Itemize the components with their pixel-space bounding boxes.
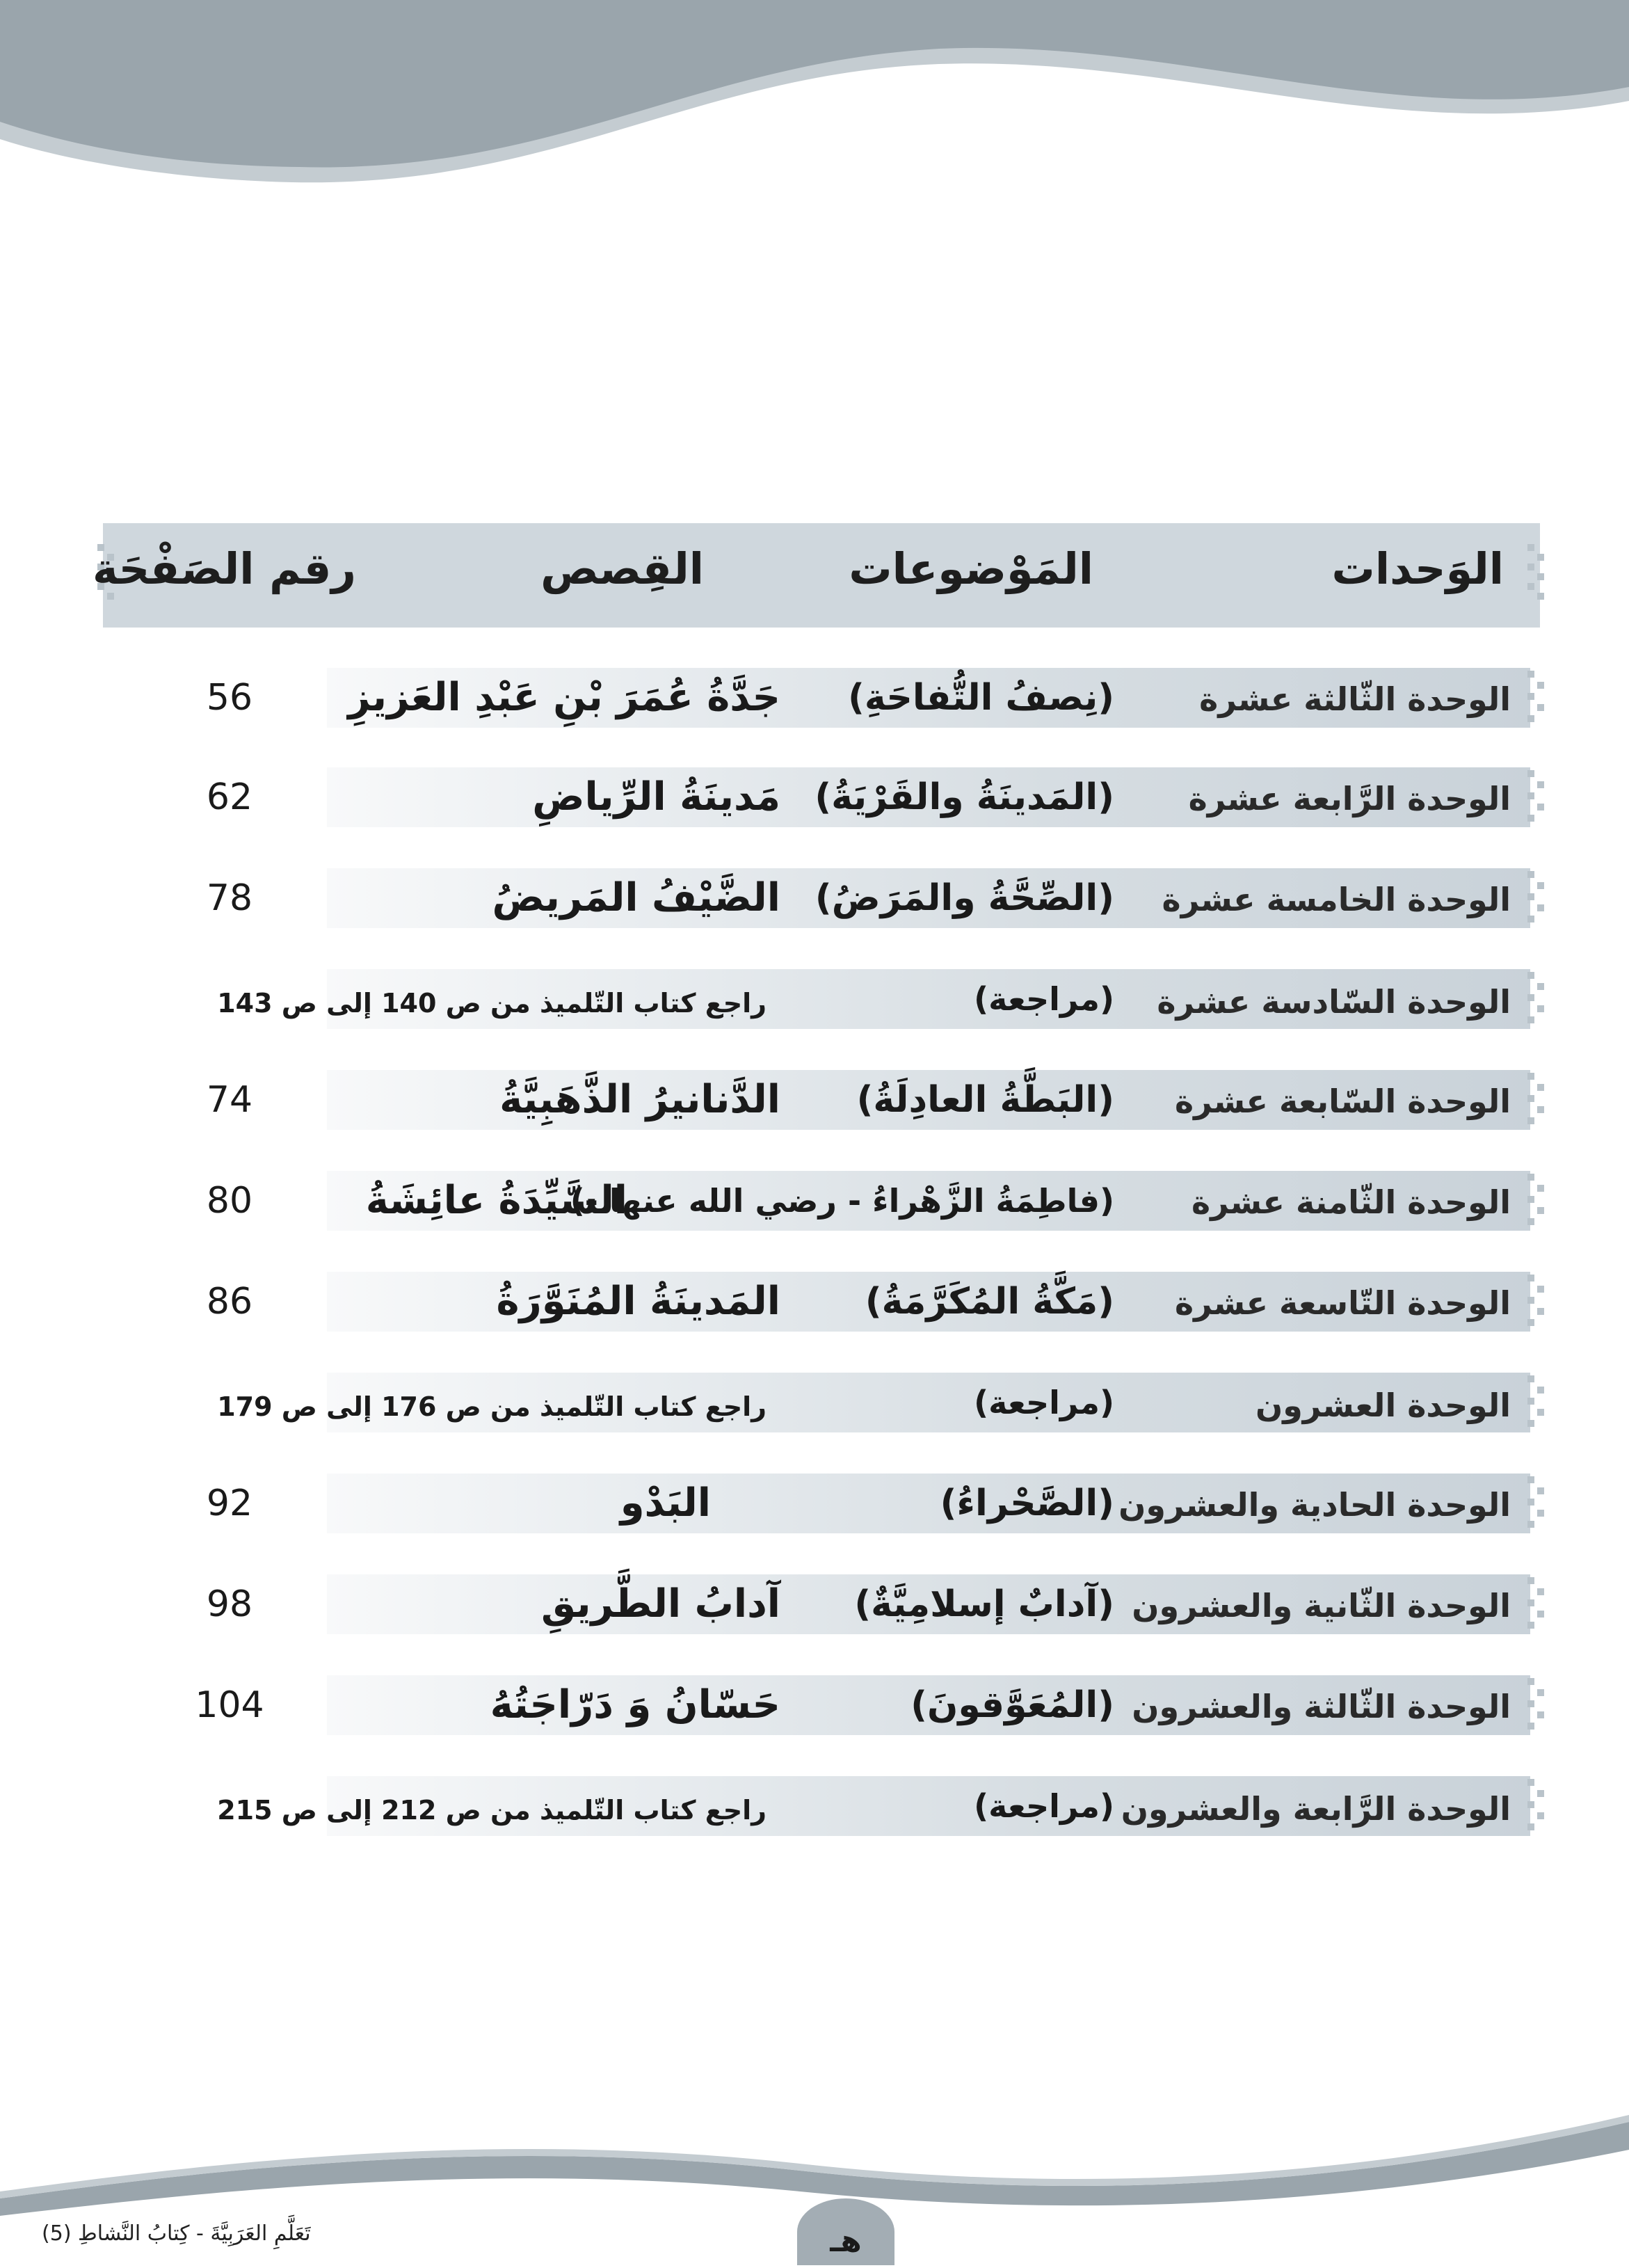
page-letter: هـ [830,2223,862,2259]
row-topic: (مَكَّةُ المُكَرَّمَةُ) [865,1281,1114,1323]
row-topic: (البَطَّةُ العادِلَةُ) [856,1079,1114,1121]
row-dots [1527,1776,1551,1839]
row-story: الدَّنانيرُ الذَّهَبِيَّةُ [499,1077,780,1122]
row-dots [1527,668,1551,730]
row-page-number: 92 [206,1483,253,1524]
row-unit: الوحدة الثّانية والعشرون [1132,1587,1511,1624]
row-unit: الوحدة الرَّابعة والعشرون [1121,1790,1511,1828]
row-unit: الوحدة الثّامنة عشرة [1191,1183,1511,1221]
row-topic: (مراجعة) [974,1787,1114,1825]
row-unit: الوحدة العشرون [1255,1387,1511,1424]
row-story: آدابُ الطَّريقِ [540,1581,780,1627]
row-topic: (فاطِمَةُ الزَّهْراءُ - رضي الله عنها -) [570,1182,1114,1220]
row-dots [1527,868,1551,931]
row-page-number: 104 [195,1684,264,1726]
row-topic: (المُعَوَّقونَ) [910,1684,1114,1726]
header-topics: المَوْضوعات [849,543,1093,594]
row-unit: الوحدة الخامسة عشرة [1162,881,1511,918]
header-dots-right [1527,544,1551,607]
row-dots [1527,1272,1551,1334]
row-story: الضَّيْفُ المَريضُ [492,875,780,920]
row-review-note: راجع كتاب التّلميذ من ص 140 إلى ص 143 [217,988,767,1019]
row-story: مَدينَةُ الرِّياضِ [532,774,780,820]
row-unit: الوحدة الثّالثة والعشرون [1132,1688,1511,1725]
header-units: الوَحدات [1331,543,1504,594]
row-page-number: 74 [206,1079,253,1121]
row-unit: الوحدة الحادية والعشرون [1118,1486,1511,1524]
row-unit: الوحدة السّادسة عشرة [1157,983,1511,1021]
row-dots [1527,1474,1551,1536]
top-wave-decoration [0,0,1629,223]
row-dots [1527,1373,1551,1435]
row-topic: (آدابٌ إسلامِيَّةٌ) [854,1583,1114,1625]
row-unit: الوحدة السّابعة عشرة [1174,1083,1511,1120]
row-page-number: 78 [206,877,253,919]
row-dots [1527,1070,1551,1133]
row-unit: الوحدة الثّالثة عشرة [1199,680,1511,718]
row-story: البَدْو [620,1480,711,1526]
row-unit: الوحدة الرَّابعة عشرة [1188,780,1511,817]
row-topic: (الصَّحْراءُ) [940,1483,1114,1524]
row-topic: (المَدينَةُ والقَرْيَةُ) [814,776,1114,818]
row-topic: (نِصفُ التُّفاحَةِ) [848,677,1114,719]
header-page-number: رقم الصَفْحَة [92,543,356,594]
row-page-number: 80 [206,1180,253,1222]
row-page-number: 86 [206,1281,253,1323]
row-topic: (الصِّحَّةُ والمَرَضُ) [814,877,1114,919]
row-story: حَسّانُ وَ دَرّاجَتُهُ [490,1682,780,1727]
row-topic: (مراجعة) [974,980,1114,1018]
row-page-number: 56 [206,677,253,719]
row-page-number: 98 [206,1583,253,1625]
row-review-note: راجع كتاب التّلميذ من ص 212 إلى ص 215 [217,1795,767,1826]
row-story: المَدينَةُ المُنَوَّرَةُ [496,1279,780,1324]
row-story: جَدَّةُ عُمَرَ بْنِ عَبْدِ العَزيزِ [348,675,780,720]
row-dots [1527,1171,1551,1233]
footer-book-title: تَعَلَّمِ العَرَبِيَّةَ - كِتابُ النَّشاطِ (5) [42,2221,311,2246]
row-unit: الوحدة التّاسعة عشرة [1175,1284,1511,1322]
row-dots [1527,767,1551,830]
row-topic: (مراجعة) [974,1384,1114,1421]
row-dots [1527,1574,1551,1637]
row-dots [1527,969,1551,1032]
row-story: السَّيِّدَةُ عائِشَةُ [365,1178,627,1223]
row-page-number: 62 [206,776,253,818]
row-dots [1527,1675,1551,1738]
row-review-note: راجع كتاب التّلميذ من ص 176 إلى ص 179 [217,1391,767,1422]
header-stories: القِصص [540,543,704,594]
